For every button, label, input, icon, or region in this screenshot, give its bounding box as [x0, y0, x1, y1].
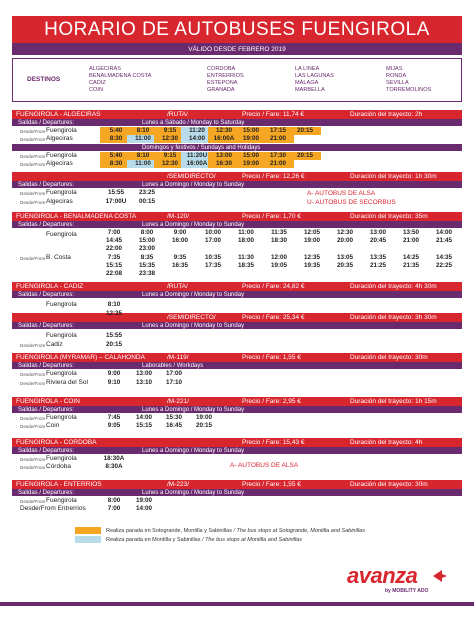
time-cell: 13:00: [135, 370, 153, 377]
bottom-line: [0, 602, 474, 606]
time-cell: 13:00: [369, 229, 387, 236]
time-cell: 15:00: [235, 127, 267, 135]
time-cell: 22:25: [435, 262, 453, 269]
time-cell: 14:25: [402, 254, 420, 261]
dest-col-2: CORDOBA ENTRERRIOS ESTEPONA GRANADA: [207, 66, 244, 93]
time-cell: 9:15: [154, 127, 186, 135]
time-cell: 15:55: [105, 332, 123, 339]
desde-label: Desde/From: [20, 465, 46, 470]
time-cell: 18:35: [237, 262, 255, 269]
time-cell: 8:00: [107, 497, 121, 504]
time-cell: 19:05: [270, 262, 288, 269]
note-secorbus: U- AUTOBUS DE SECORBUS: [307, 199, 396, 206]
time-cell: 14:45: [105, 237, 123, 244]
time-cell: 14:35: [435, 254, 453, 261]
time-cell: 20:35: [336, 262, 354, 269]
section-header-algeciras-semidirecto: /SEMIDIRECTO/ Precio / Fare: 12,26 € Duración del trayecto: 1h 30m: [12, 172, 462, 181]
time-cell: 12:30: [336, 229, 354, 236]
time-cell: 12:35: [303, 254, 321, 261]
time-cell: 23:00: [138, 245, 156, 252]
time-cell: 19:00: [235, 135, 267, 143]
city-enterrios: Desde/From Entrerrios: [20, 505, 86, 512]
desde-label: Desde/From: [20, 162, 46, 167]
desde-label: Desde/From: [20, 381, 46, 386]
section-header-cadiz: FUENGIROLA - CADIZ /RUTA/ Precio / Fare: 24,82 € Duración del trayecto: 4h 30m: [12, 282, 462, 291]
time-cell: 17:35: [204, 262, 222, 269]
avanza-logo: avanza: [347, 563, 418, 588]
time-cell: 19:00: [303, 237, 321, 244]
time-cell: 11:20: [181, 127, 213, 135]
city-riviera: Riviera del Sol: [46, 379, 88, 386]
city-fuengirola: Fuengirola: [46, 370, 77, 377]
time-cell: 17:30: [262, 152, 294, 160]
section-header-calahonda: FUENGIROLA (MYRAMAR) – CALAHONDA /M-119/ Precio / Fare: 1,55 € Duración del trayecto: 30m: [12, 353, 462, 362]
desde-label: Desde/From: [20, 256, 46, 261]
subbar: Salidas / Departures: Lunes a Domingo / Monday to Sunday: [12, 489, 462, 496]
time-cell: 10:00: [204, 229, 222, 236]
time-cell: 17:10: [165, 379, 183, 386]
note-alsa: A- AUTOBUS DE ALSA: [307, 190, 376, 197]
city-fuengirola: Fuengirola: [46, 301, 77, 308]
time-cell: 8:30A: [105, 463, 123, 470]
time-cell: 9:05: [107, 422, 121, 429]
valid-bar: VÁLIDO DESDE FEBRERO 2019: [12, 43, 462, 55]
city-algeciras: Algeciras: [46, 135, 73, 142]
time-cell: 11:30: [238, 254, 254, 261]
subbar: Salidas / Departures: Lunes a Domingo / Monday to Sunday: [12, 221, 462, 228]
time-cell: 22:00: [105, 245, 123, 252]
time-cell: 18:30: [270, 237, 288, 244]
time-cell: [289, 135, 321, 143]
time-cell: 21:25: [369, 262, 387, 269]
dest-col-4: MIJAS RONDA SEVILLA TORREMOLINOS: [386, 66, 432, 93]
section-header-algeciras: FUENGIROLA - ALGECIRAS /RUTA/ Precio / Fare: 11,74 € Duración del trayecto: 2h: [12, 110, 462, 119]
dest-col-3: LA LINEA LAS LAGUNAS MÁLAGA MARBELLA: [295, 66, 334, 93]
desde-label: Desde/From: [20, 372, 46, 377]
section-header-cordoba: FUENGIROLA - CORDOBA Precio / Fare: 15,43 € Duración del trayecto: 4h: [12, 438, 462, 447]
time-cell: 18:00: [237, 237, 255, 244]
city-coin: Coin: [46, 422, 60, 429]
time-cell: 9:35: [173, 254, 187, 261]
time-cell: 21:00: [402, 237, 420, 244]
time-cell: 12:30: [208, 127, 240, 135]
time-cell: 21:45: [435, 237, 453, 244]
desde-label: Desde/From: [20, 424, 46, 429]
time-cell: 8:10: [107, 301, 121, 308]
time-cell: 7:00: [107, 229, 121, 236]
time-cell: 21:35: [402, 262, 420, 269]
time-cell: 21:00: [262, 135, 294, 143]
desde-label: Desde/From: [20, 343, 46, 348]
time-cell: 8:10: [127, 127, 159, 135]
city-algeciras: Algeciras: [46, 160, 73, 167]
time-cell: [289, 160, 321, 168]
time-cell: 20:15: [195, 422, 213, 429]
time-cell: 7:35: [107, 254, 121, 261]
desde-label: Desde/From: [20, 499, 46, 504]
time-cell: 19:00: [235, 160, 267, 168]
time-cell: 15:00: [235, 152, 267, 160]
time-cell: 23:25: [138, 189, 156, 196]
time-cell: 12:30: [154, 135, 186, 143]
desde-label: Desde/From: [20, 191, 46, 196]
legend-1: Realiza parada en Sotogrande, Montilla y Sabinillas / The bus stops at Sotogrande, Montilla and Sabinillas: [106, 528, 365, 534]
time-cell: 16:35: [171, 262, 189, 269]
city-fuengirola: Fuengirola: [46, 414, 77, 421]
time-cell: 8:10: [127, 152, 159, 160]
time-cell: 20:15: [289, 127, 321, 135]
time-cell: 10:35: [204, 254, 222, 261]
time-cell: 5:40: [100, 127, 132, 135]
city-algeciras: Algeciras: [46, 198, 73, 205]
time-cell: 13:10: [135, 379, 153, 386]
city-fuengirola: Fuengirola: [46, 189, 77, 196]
city-cadiz: Cadiz: [46, 341, 63, 348]
note-alsa: A- AUTOBUS DE ALSA: [230, 462, 299, 469]
time-cell: 15:00: [138, 237, 156, 244]
subbar: Salidas / Departures: Lunes a Domingo / Monday to Sunday: [12, 322, 462, 329]
destinations-label: DESTINOS: [27, 76, 61, 83]
dest-col-1: ALGECIRAS BENALMADENA COSTA CADIZ COIN: [89, 66, 152, 93]
time-cell: 19:00: [195, 414, 213, 421]
city-fuengirola: Fuengirola: [46, 231, 77, 238]
time-cell: 20:15: [105, 341, 123, 348]
desde-label: Desde/From: [20, 416, 46, 421]
time-cell: 21:00: [262, 160, 294, 168]
subbar: Salidas / Departures: Lunes a Domingo / Monday to Sunday: [12, 291, 462, 298]
time-cell: 13:00: [208, 152, 240, 160]
time-cell: 12:05: [303, 229, 321, 236]
time-cell: 17:00: [165, 370, 183, 377]
time-cell: 23:38: [138, 270, 156, 277]
time-cell: 11:20U: [181, 152, 213, 160]
section-header-cadiz-semidirecto: /SEMIDIRECTO/ Precio / Fare: 25,34 € Duración del trayecto: 3h 30m: [12, 313, 462, 322]
desde-label: Desde/From: [20, 137, 46, 142]
time-cell: 16:45: [165, 422, 183, 429]
desde-label: Desde/From: [20, 200, 46, 205]
time-cell: 9:10: [107, 379, 121, 386]
time-cell: 12:00: [270, 254, 288, 261]
time-cell: 15:55: [107, 189, 125, 196]
time-cell: 11:00: [127, 135, 159, 143]
city-fuengirola: Fuengirola: [46, 332, 77, 339]
time-cell: 14:00: [135, 505, 153, 512]
time-cell: 14:00: [181, 135, 213, 143]
section-header-enterrios: FUENGIROLA - ENTERRIOS /M-223/ Precio / Fare: 1,55 € Duración del trayecto: 30m: [12, 480, 462, 489]
city-fuengirola: Fuengirola: [46, 455, 77, 462]
subbar: Salidas / Departures: Lunes a Domingo / Monday to Sunday: [12, 406, 462, 413]
time-cell: 11:35: [271, 229, 287, 236]
time-cell: 12:30: [154, 160, 186, 168]
desde-label: Desde/From: [20, 129, 46, 134]
time-cell: 12:35: [105, 310, 123, 317]
logo-arrow-icon: [433, 570, 447, 582]
city-fuengirola: Fuengirola: [46, 127, 77, 134]
time-cell: 8:00: [140, 229, 154, 236]
logo-sub: by MOBILITY ADO: [385, 588, 429, 594]
time-cell: 19:35: [303, 262, 321, 269]
time-cell: 20:00: [336, 237, 354, 244]
desde-label: Desde/From: [20, 457, 46, 462]
city-cordoba: Córdoba: [46, 463, 71, 470]
time-cell: 7:45: [107, 414, 121, 421]
time-cell: 15:35: [138, 262, 156, 269]
section-header-coin: FUENGIROLA - COIN /M-221/ Precio / Fare: 2,95 € Duración del trayecto: 1h 15m: [12, 397, 462, 406]
time-cell: 20:45: [369, 237, 387, 244]
time-cell: 14:00: [435, 229, 453, 236]
legend-swatch-orange: [75, 527, 101, 534]
time-cell: 8:35: [140, 254, 154, 261]
time-cell: 17:00: [204, 237, 222, 244]
time-cell: 16:00A: [181, 160, 213, 168]
time-cell: 9:00: [173, 229, 187, 236]
subbar: Salidas / Departures: Lunes a Sábado / Monday to Saturday: [12, 119, 462, 126]
desde-label: Desde/From: [20, 154, 46, 159]
time-cell: 13:50: [402, 229, 420, 236]
time-cell: 9:15: [154, 152, 186, 160]
time-cell: 16:30: [208, 160, 240, 168]
time-cell: 14:00: [135, 414, 153, 421]
time-cell: 16:00: [171, 237, 189, 244]
time-cell: 17:15: [262, 127, 294, 135]
time-cell: 11:00: [127, 160, 159, 168]
subbar: Salidas / Departures: Laborables / Workdays: [12, 362, 462, 369]
time-cell: 15:15: [105, 262, 123, 269]
legend-2: Realiza parada en Montilla y Sabinillas / The bus stops at Montilla and Sabinillas: [106, 537, 302, 543]
destinations-box: [12, 58, 462, 102]
time-cell: 17:00U: [105, 198, 127, 205]
city-fuengirola: Fuengirola: [46, 497, 77, 504]
time-cell: 18:30A: [103, 455, 125, 462]
subbar: Salidas / Departures: Lunes a Domingo / Monday to Sunday: [12, 447, 462, 454]
time-cell: 8:30: [100, 160, 132, 168]
time-cell: 5:40: [100, 152, 132, 160]
subbar: Salidas / Departures: Lunes a Domingo / Monday to Sunday: [12, 181, 462, 188]
time-cell: 15:30: [165, 414, 183, 421]
time-cell: 13:05: [336, 254, 354, 261]
city-fuengirola: Fuengirola: [46, 152, 77, 159]
section-header-benalmadena: FUENGIROLA - BENALMADENA COSTA /M-120/ Precio / Fare: 1,70 € Duración del trayecto: 35m: [12, 212, 462, 221]
time-cell: 15:15: [135, 422, 153, 429]
city-bcosta: B. Costa: [46, 254, 71, 261]
time-cell: 13:35: [369, 254, 387, 261]
time-cell: 9:00: [107, 370, 121, 377]
page-title: HORARIO DE AUTOBUSES FUENGIROLA: [12, 16, 462, 43]
time-cell: 19:00: [135, 497, 153, 504]
time-cell: 20:15: [289, 152, 321, 160]
time-cell: 7:00: [107, 505, 121, 512]
time-cell: 11:00: [238, 229, 254, 236]
time-cell: 16:00A: [208, 135, 240, 143]
time-cell: 00:15: [138, 198, 156, 205]
time-cell: 22:08: [105, 270, 123, 277]
time-cell: 8:30: [100, 135, 132, 143]
subbar: Domingos y festivos / Sundays and Holidays: [12, 144, 462, 151]
legend-swatch-blue: [75, 536, 101, 543]
